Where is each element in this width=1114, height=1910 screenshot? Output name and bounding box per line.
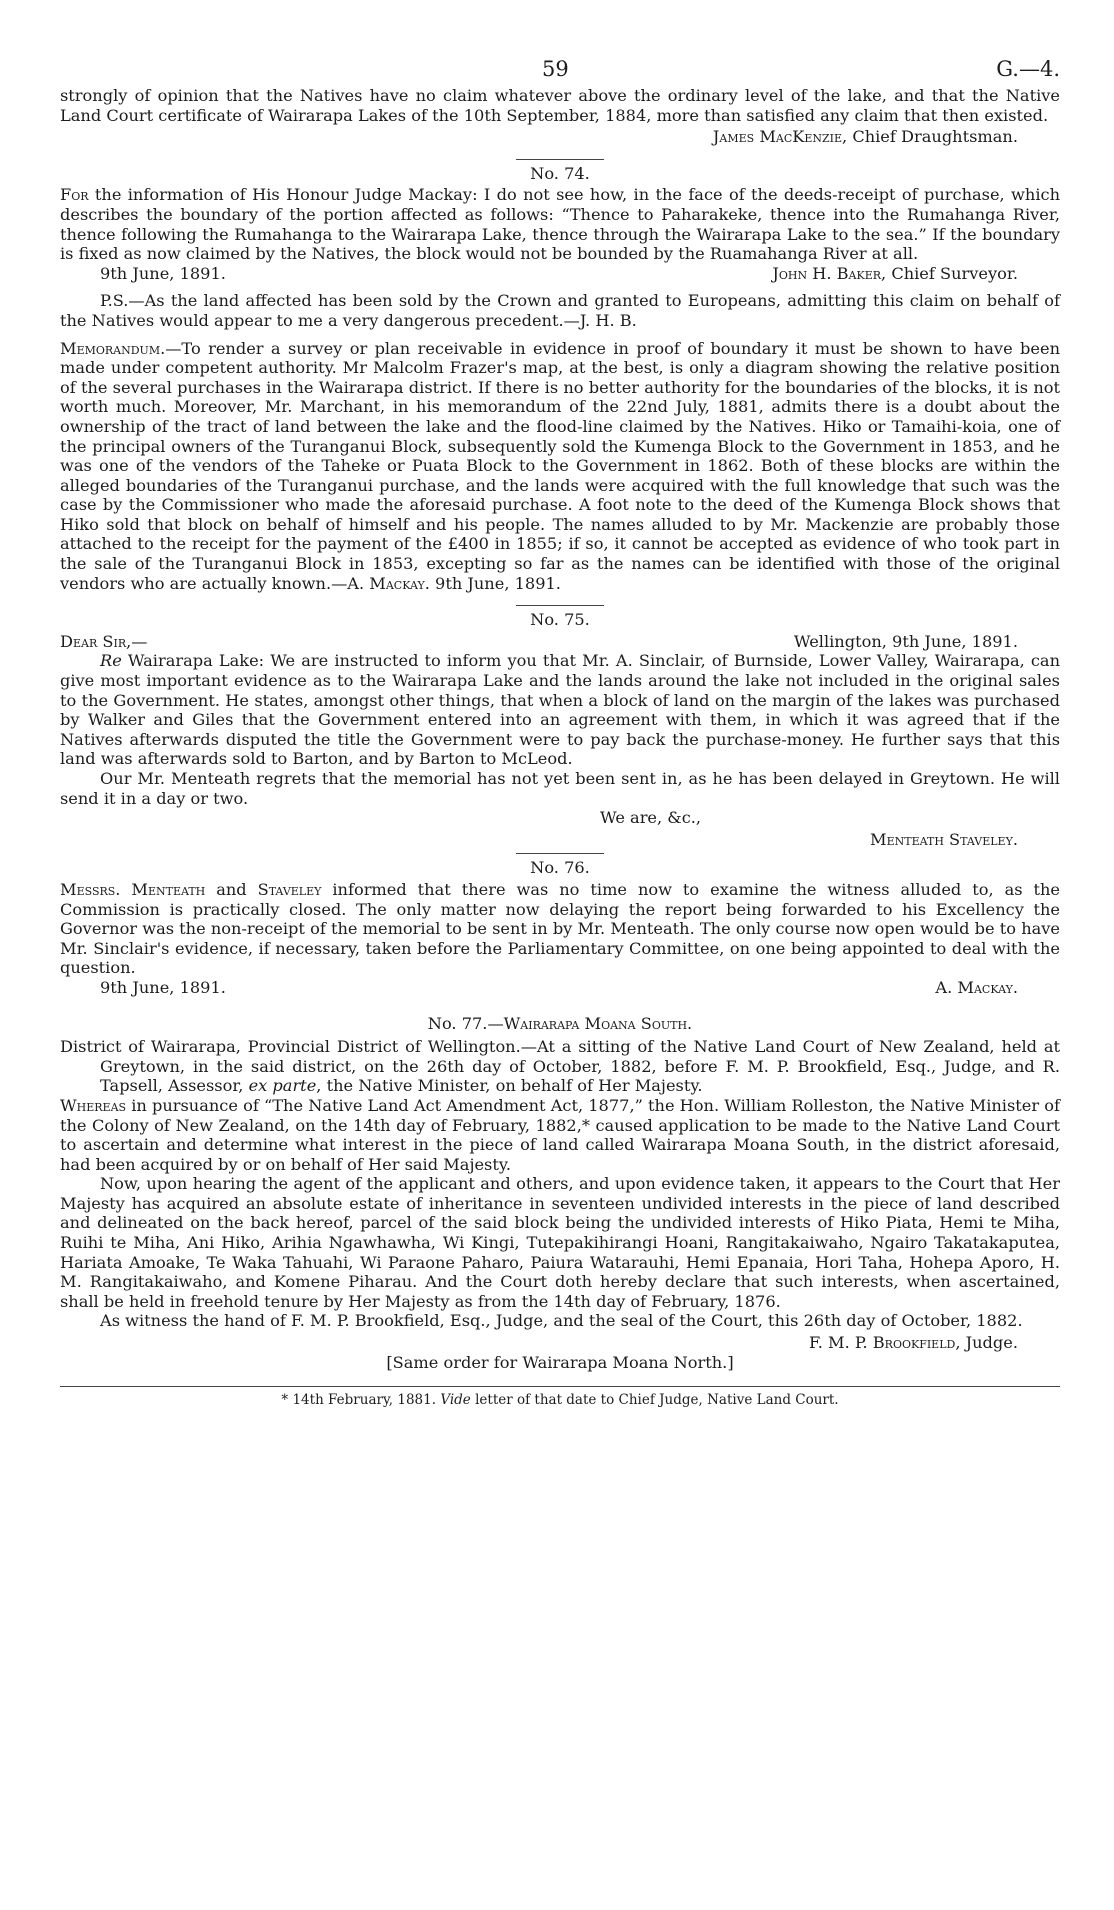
section-heading-77 bbox=[60, 1014, 1060, 1034]
signer-title: , Chief Surveyor. bbox=[881, 263, 1018, 283]
no74-paragraph bbox=[60, 185, 1060, 263]
section-divider bbox=[516, 605, 604, 606]
heading-title: Wairarapa Moana South. bbox=[503, 1013, 693, 1033]
ex-parte: ex parte bbox=[248, 1076, 317, 1096]
memo-date: 9th June, 1891. bbox=[429, 573, 561, 593]
judge-signature bbox=[60, 1333, 1060, 1353]
memo-text: .—To render a survey or plan receivable in evidence in proof of boundary it must be shown to have been made under competent authority. Mr Malcolm Frazer's map, at the best, is only a diagram showing the relative position of the several purchases in the Wairarapa district. If there is no better authority for the boundaries of the blocks, it is not worth much. Moreover, Mr. Marchant, in his memorandum of the 22nd July, 1881, admits there is a doubt about the ownership of the tract of land between the lake and the flood-line claimed by the Natives. Hiko or Tamaihi-koia, one of the principal owners of the Turanganui Block, subsequently sold the Kumenga Block to the Government in 1853, and he was one of the vendors of the Taheke or Puata Block to the Government in 1862. Both of these blocks are within the alleged boundaries of the Turanganui purchase, and the lands were acquired with the full knowledge that such was the case by the Commissioner who made the aforesaid purchase. A foot note to the deed of the Kumenga Block shows that Hiko sold that block on behalf of himself and his people. The names alluded to by Mr. Mackenzie are probably those attached to the receipt for the payment of the £400 in 1855; if so, it cannot be accepted as evidence of who took part in the sale of the Turanganui Block in 1853, excepting so far as the names can be identified with those of the original vendors who are actually known.— bbox=[60, 338, 1060, 593]
footnote-vide: Vide bbox=[440, 1392, 471, 1409]
no74-text: the information of His Honour Judge Mackay: I do not see how, in the face of the deeds-receipt of purchase, which describes the boundary of the portion affected as follows: “Thence to Paharakeke, thence into the Rumahanga River, thence following the Rumahanga to the Wairarapa Lake, thence through the Wairarapa Lake to the sea.” If the boundary is fixed as now claimed by the Natives, the block would not be bounded by the Ruamahanga River at all. bbox=[60, 185, 1060, 264]
no74-date: 9th June, 1891. bbox=[100, 263, 226, 283]
place-date: Wellington, 9th June, 1891. bbox=[793, 631, 1018, 651]
lead-word: For bbox=[60, 185, 89, 205]
section-heading-75: No. 75. bbox=[530, 610, 590, 630]
witness-paragraph: As witness the hand of F. M. P. Brookfield, Esq., Judge, and the seal of the Court, this 26th day of October, 1882. bbox=[100, 1311, 1023, 1331]
conjunction: and bbox=[205, 879, 258, 899]
section-divider bbox=[516, 159, 604, 160]
letter-closing-row bbox=[60, 808, 1060, 828]
signer-name: John H. Baker bbox=[772, 263, 882, 283]
heading-number: No. 77.— bbox=[427, 1013, 504, 1033]
no76-signature: A. Mackay. bbox=[935, 977, 1018, 997]
now-paragraph: Now, upon hearing the agent of the applicant and others, and upon evidence taken, it appears to the Court that Her Majesty has acquired an absolute estate of inheritance in seventeen undivided interests in the piece of land described and delineated on the back hereof, parcel of the said block being the undivided interests of Hiko Piata, Hemi te Miha, Ruihi te Miha, Ani Hiko, Arihia Ngawhawha, Wi Kingi, Tutepakihirangi Hoani, Rangitakaiwaho, Ngairo Takatakaputea, Hariata Amoake, Te Waka Tahuahi, Wi Paraone Paharo, Paiura Watarauhi, Hemi Epanaia, Hori Taha, Hohepa Aporo, H. M. Rangitakaiwaho, and Komene Piharau. And the Court doth hereby declare that such interests, when ascertained, shall be held in freehold tenure by Her Majesty as from the 14th day of February, 1876. bbox=[60, 1174, 1060, 1311]
memorandum-paragraph bbox=[60, 339, 1060, 594]
district-paragraph bbox=[60, 1037, 1060, 1096]
letter-body-2: Our Mr. Menteath regrets that the memorial has not yet been sent in, as he has been delayed in Greytown. He will send it in a day or two. bbox=[60, 769, 1060, 808]
document-reference: G.—4. bbox=[996, 57, 1060, 81]
salutation: Dear Sir,— bbox=[60, 631, 148, 651]
no74-signature-row bbox=[60, 264, 1060, 284]
whereas-lead: Whereas bbox=[60, 1095, 127, 1115]
signer-title: , Judge. bbox=[955, 1333, 1018, 1353]
document-page bbox=[60, 57, 1060, 1900]
letter-header-row bbox=[60, 632, 1060, 652]
footnote bbox=[60, 1391, 1060, 1411]
mackenzie-signature bbox=[60, 127, 1060, 147]
signer-name: F. M. P. Brookfield bbox=[809, 1333, 956, 1353]
letter-body-1 bbox=[60, 651, 1060, 769]
footnote-text: letter of that date to Chief Judge, Native Land Court. bbox=[470, 1392, 839, 1409]
no76-date: 9th June, 1891. bbox=[100, 977, 226, 997]
no76-paragraph bbox=[60, 880, 1060, 978]
re-word: Re bbox=[100, 651, 122, 671]
signer-title: , Chief Draughtsman. bbox=[842, 127, 1018, 147]
page-header bbox=[60, 57, 1060, 86]
lead-names-2: Staveley bbox=[257, 879, 322, 899]
lead-names: Messrs. Menteath bbox=[60, 879, 206, 899]
same-order-note: [Same order for Wairarapa Moana North.] bbox=[386, 1352, 734, 1372]
whereas-text: in pursuance of “The Native Land Act Amendment Act, 1877,” the Hon. William Rolleston, the Native Minister of the Colony of New Zealand, on the 14th day of February, 1882,* caused application to be made to the Native Land Court to ascertain and determine what interest in the piece of land called Wairarapa Moana South, in the district aforesaid, had been acquired by or on behalf of Her said Majesty. bbox=[60, 1095, 1060, 1174]
memo-signer: A. Mackay. bbox=[347, 573, 430, 593]
section-divider bbox=[516, 853, 604, 854]
no76-signature-row bbox=[60, 978, 1060, 998]
district-text-b: , the Native Minister, on behalf of Her Majesty. bbox=[316, 1076, 703, 1096]
no74-signature bbox=[772, 264, 1018, 284]
postscript: P.S.—As the land affected has been sold by the Crown and granted to Europeans, admitting this claim on behalf of the Natives would appear to me a very dangerous precedent.—J. H. B. bbox=[60, 291, 1060, 330]
whereas-paragraph bbox=[60, 1096, 1060, 1174]
footnote-marker: * 14th February, 1881. bbox=[281, 1392, 441, 1409]
district-text-a: District of Wairarapa, Provincial District of Wellington.—At a sitting of the Native Land Court of New Zealand, held at Greytown, in the said district, on the 26th day of October, 1882, before F. M. P. Brookfield, Esq., Judge, and R. Tapsell, Assessor, bbox=[60, 1037, 1060, 1096]
memo-lead: Memorandum bbox=[60, 338, 161, 358]
letter-body-1-text: Wairarapa Lake: We are instructed to inform you that Mr. A. Sinclair, of Burnside, Lower Valley, Wairarapa, can give most important evidence as to the Wairarapa Lake and the lands around the lake not included in the original sales to the Government. He states, amongst other things, that when a block of land on the margin of the lakes was purchased by Walker and Giles that the Government entered into an agreement with them, in which it was agreed that if the Natives afterwards disputed the title the Government were to pay back the purchase-money. He further says that this land was afterwards sold to Barton, and by Barton to McLeod. bbox=[60, 651, 1060, 769]
letter-signature: Menteath Staveley. bbox=[870, 829, 1018, 849]
section-heading-74: No. 74. bbox=[530, 163, 590, 183]
intro-paragraph: strongly of opinion that the Natives have no claim whatever above the ordinary level of the lake, and that the Native Land Court certificate of Wairarapa Lakes of the 10th September, 1884, more than satisfied any claim that then existed. bbox=[60, 86, 1060, 125]
no76-text: informed that there was no time now to examine the witness alluded to, as the Commission is practically closed. The only matter now delaying the report being forwarded to his Excellency the Governor was the non-receipt of the memorial to be sent in by Mr. Menteath. The only course now open would be to have Mr. Sinclair's evidence, if necessary, taken before the Parliamentary Committee, on one being appointed to deal with the question. bbox=[60, 879, 1060, 978]
page-number: 59 bbox=[542, 57, 569, 81]
footnote-rule bbox=[60, 1386, 1060, 1387]
section-heading-76: No. 76. bbox=[530, 858, 590, 878]
letter-closing: We are, &c., bbox=[600, 808, 702, 828]
signer-name: James MacKenzie bbox=[712, 127, 843, 147]
